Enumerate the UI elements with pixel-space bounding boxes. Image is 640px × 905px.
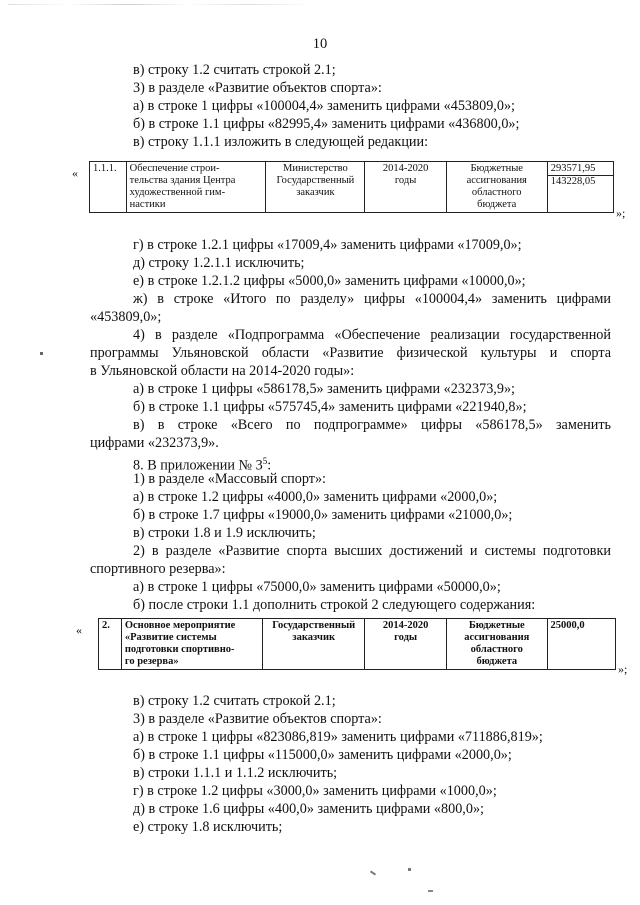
table2-name-1: «Развитие системы: [124, 632, 217, 643]
page-number: 10: [312, 36, 328, 52]
table2-executor-1: заказчик: [292, 632, 336, 643]
table1-executor-1: Государственный: [276, 175, 355, 186]
table1-years: [365, 162, 446, 213]
table1-executor: [266, 162, 365, 213]
scan-speck-top: [8, 4, 308, 5]
item8-text: 8. В приложении № 3: [133, 457, 263, 474]
table2-source-1: ассигнования: [464, 632, 530, 643]
line-b2-5: 4) в разделе «Подпрограмма «Обеспечение реализации государственной: [133, 327, 611, 343]
item8-colon: :: [267, 457, 272, 474]
line-b2-10: в) в строке «Всего по подпрограмме» цифры «586178,5» заменить: [133, 417, 611, 433]
line-b3-5: г) в строке 1.2 цифры «3000,0» заменить цифрами «1000,0»;: [133, 783, 497, 799]
line-b3-3: б) в строке 1.1 цифры «115000,0» заменить цифрами «2000,0»;: [133, 747, 512, 763]
line-b2-0: г) в строке 1.2.1 цифры «17009,4» заменить цифрами «17009,0»;: [133, 237, 522, 253]
scan-speck-left: [40, 352, 43, 355]
table1-source-3: бюджета: [477, 199, 517, 210]
line-b1-0: в) строку 1.2 считать строкой 2.1;: [133, 62, 336, 78]
table1-executor-0: Министерство: [283, 163, 348, 174]
table1-amount-2: 143228,05: [548, 175, 613, 188]
table2-close-quote: »;: [618, 662, 628, 676]
table1-source-0: Бюджетные: [470, 163, 523, 174]
line-b2-19: а) в строке 1 цифры «75000,0» заменить цифрами «50000,0»;: [133, 579, 501, 595]
table2-source: [447, 619, 547, 670]
table2-source-0: Бюджетные: [468, 620, 525, 631]
scan-speck-bottom-1: [370, 870, 376, 875]
line-b2-3: ж) в строке «Итого по разделу» цифры «100004,4» заменить цифрами: [133, 291, 611, 307]
table1-name-3: настики: [129, 199, 166, 210]
table1-executor-2: заказчик: [296, 187, 335, 198]
line-b2-4: «453809,0»;: [90, 309, 162, 325]
table1-name-0: Обеспечение строи-: [129, 163, 220, 174]
line-b1-1: 3) в разделе «Развитие объектов спорта»:: [133, 80, 382, 96]
table2-name-2: подготовки спортивно-: [124, 644, 235, 655]
table2-executor: [263, 619, 365, 670]
table2-years-1: годы: [394, 632, 418, 643]
line-b3-0: в) строку 1.2 считать строкой 2.1;: [133, 693, 336, 709]
table2-amount: 25000,0: [547, 619, 616, 670]
table-row: [90, 162, 614, 213]
table1: [89, 161, 614, 213]
line-b2-13: 1) в разделе «Массовый спорт»:: [133, 471, 326, 487]
table1-name: [126, 162, 266, 213]
table1-amount-1: 293571,95: [550, 163, 596, 174]
item8-superscript: 5: [262, 456, 268, 466]
table1-name-1: тельства здания Центра: [129, 175, 236, 186]
line-b1-4: в) строку 1.1.1 изложить в следующей редакции:: [133, 134, 429, 150]
table-row: [99, 619, 616, 670]
table1-source: [446, 162, 547, 213]
table2-num: 2.: [99, 619, 122, 670]
table1-name-2: художественной гим-: [129, 187, 226, 198]
line-b3-7: е) строку 1.8 исключить;: [133, 819, 283, 835]
table2-name: [121, 619, 263, 670]
line-b2-15: б) в строке 1.7 цифры «19000,0» заменить цифрами «21000,0»;: [133, 507, 513, 523]
line-b3-2: а) в строке 1 цифры «823086,819» заменить цифрами «711886,819»;: [133, 729, 543, 745]
line-b2-20: б) после строки 1.1 дополнить строкой 2 следующего содержания:: [133, 597, 536, 613]
table1-close-quote: »;: [616, 206, 626, 220]
line-b1-2: а) в строке 1 цифры «100004,4» заменить цифрами «453809,0»;: [133, 98, 515, 114]
line-b2-17: 2) в разделе «Развитие спорта высших достижений и системы подготовки: [133, 543, 611, 559]
line-b2-6: программы Ульяновской области «Развитие физической культуры и спорта: [90, 345, 611, 361]
table1-source-2: областного: [471, 187, 522, 198]
table1-amount: [547, 162, 613, 213]
table2-source-2: областного: [470, 644, 523, 655]
table1-source-1: ассигнования: [466, 175, 527, 186]
table2: [98, 618, 616, 670]
line-b2-8: а) в строке 1 цифры «586178,5» заменить цифрами «232373,9»;: [133, 381, 515, 397]
table2-open-quote: «: [76, 623, 82, 637]
table2-name-3: го резерва»: [124, 656, 179, 667]
table1-num: 1.1.1.: [90, 162, 127, 213]
table2-source-3: бюджета: [476, 656, 518, 667]
line-b2-2: е) в строке 1.2.1.2 цифры «5000,0» заменить цифрами «10000,0»;: [133, 273, 526, 289]
line-b3-4: в) строки 1.1.1 и 1.1.2 исключить;: [133, 765, 338, 781]
table2-years: [365, 619, 447, 670]
scan-speck-bottom-3: [428, 890, 433, 892]
table2-years-0: 2014-2020: [382, 620, 429, 631]
line-b2-9: б) в строке 1.1 цифры «575745,4» заменить цифрами «221940,8»;: [133, 399, 527, 415]
line-b2-16: в) строки 1.8 и 1.9 исключить;: [133, 525, 316, 541]
table1-years-1: годы: [394, 175, 417, 186]
line-b3-1: 3) в разделе «Развитие объектов спорта»:: [133, 711, 382, 727]
table1-years-0: 2014-2020: [382, 163, 429, 174]
line-b2-7: в Ульяновской области на 2014-2020 годы»:: [90, 363, 355, 379]
line-b2-14: а) в строке 1.2 цифры «4000,0» заменить цифрами «2000,0»;: [133, 489, 498, 505]
line-b2-18: спортивного резерва»:: [90, 561, 226, 577]
table2-executor-0: Государственный: [272, 620, 356, 631]
table2-name-0: Основное мероприятие: [124, 620, 236, 631]
line-b2-1: д) строку 1.2.1.1 исключить;: [133, 255, 305, 271]
line-b3-6: д) в строке 1.6 цифры «400,0» заменить цифрами «800,0»;: [133, 801, 484, 817]
line-b2-11: цифрами «232373,9».: [90, 435, 219, 451]
table1-open-quote: «: [72, 166, 78, 180]
line-b1-3: б) в строке 1.1 цифры «82995,4» заменить цифрами «436800,0»;: [133, 116, 520, 132]
scan-speck-bottom-2: [408, 868, 411, 871]
